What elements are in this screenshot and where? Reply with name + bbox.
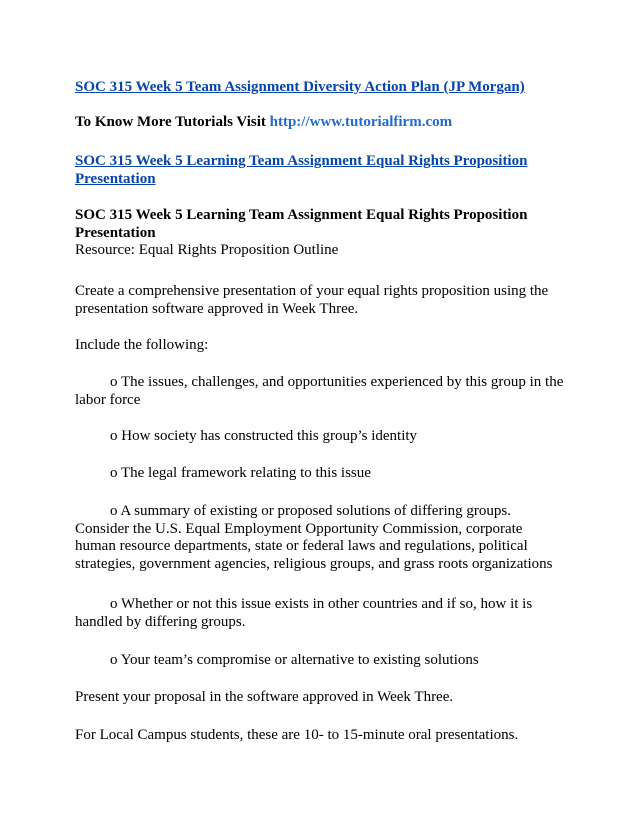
tutorials-url-link[interactable]: http://www.tutorialfirm.com bbox=[269, 114, 453, 130]
list-item: o The legal framework relating to this issue bbox=[110, 465, 371, 481]
diversity-action-plan-link[interactable]: SOC 315 Week 5 Team Assignment Diversity Action Plan (JP Morgan) bbox=[75, 79, 525, 95]
list-item: o How society has constructed this group’s identity bbox=[110, 428, 418, 444]
list-item: o Your team’s compromise or alternative to existing solutions bbox=[110, 652, 479, 668]
list-item: o A summary of existing or proposed solutions of differing groups. Consider the U.S. Equal Employment Opportunity Commission, corporate human resource departments, state or federal laws and regulations, political strategies, government agencies, religious groups, and grass roots organizations bbox=[75, 503, 553, 572]
list-item: o Whether or not this issue exists in other countries and if so, how it is handled by differing groups. bbox=[75, 596, 533, 630]
local-campus-paragraph: For Local Campus students, these are 10- to 15-minute oral presentations. bbox=[75, 727, 519, 743]
assignment-section bbox=[75, 207, 565, 260]
include-label: Include the following: bbox=[75, 337, 209, 353]
present-paragraph: Present your proposal in the software approved in Week Three. bbox=[75, 689, 454, 705]
list-item: o The issues, challenges, and opportunities experienced by this group in the labor force bbox=[75, 374, 564, 408]
tutorials-prefix: To Know More Tutorials Visit bbox=[75, 114, 270, 130]
assignment-heading: SOC 315 Week 5 Learning Team Assignment Equal Rights Proposition Presentation bbox=[75, 207, 528, 241]
resource-line: Resource: Equal Rights Proposition Outline bbox=[75, 242, 339, 258]
equal-rights-presentation-link[interactable]: SOC 315 Week 5 Learning Team Assignment Equal Rights Proposition Presentation bbox=[75, 153, 528, 187]
intro-paragraph: Create a comprehensive presentation of your equal rights proposition using the presentation software approved in Week Three. bbox=[75, 283, 549, 317]
tutorials-line bbox=[75, 114, 565, 132]
